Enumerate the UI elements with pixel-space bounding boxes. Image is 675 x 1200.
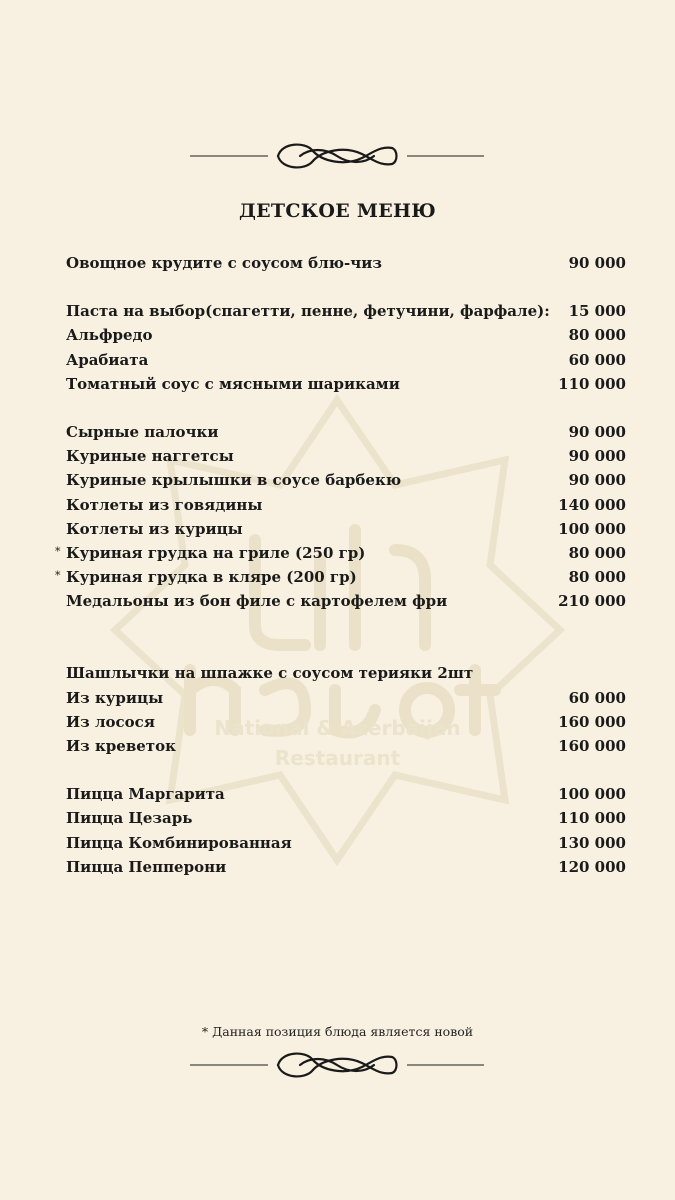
menu-item-name: Котлеты из курицы	[66, 519, 243, 538]
menu-item-price: 80 000	[568, 543, 626, 562]
menu-item	[66, 689, 626, 713]
menu-item-price: 160 000	[558, 712, 626, 731]
menu-group	[66, 785, 626, 882]
menu-item-name: Пицца Цезарь	[66, 809, 193, 828]
menu-list	[55, 254, 626, 906]
menu-item-name: Куриная грудка на гриле (250 гр)	[66, 543, 366, 562]
menu-item-name: Куриные наггетсы	[66, 447, 234, 466]
menu-group	[55, 422, 626, 617]
menu-item-price: 90 000	[568, 471, 626, 490]
menu-item	[66, 302, 626, 326]
menu-item-price: 100 000	[558, 519, 626, 538]
menu-item-price: 90 000	[568, 422, 626, 441]
new-item-asterisk: *	[55, 544, 61, 558]
menu-item	[66, 471, 626, 495]
menu-item-name: Куриная грудка в кляре (200 гр)	[66, 568, 357, 587]
menu-item-name: Куриные крылышки в соусе барбекю	[66, 471, 402, 490]
menu-item-price: 130 000	[558, 833, 626, 852]
menu-item	[55, 543, 626, 568]
menu-item	[66, 737, 626, 761]
menu-item-price: 110 000	[558, 809, 626, 828]
menu-item-name: Паста на выбор(спагетти, пенне, фетучини, фарфале):	[66, 302, 550, 321]
page-title: ДЕТСКОЕ МЕНЮ	[238, 200, 437, 222]
menu-item	[66, 785, 626, 809]
menu-item	[66, 447, 626, 471]
menu-item	[66, 520, 626, 544]
menu-item	[66, 809, 626, 833]
menu-group	[66, 254, 626, 278]
menu-item	[66, 326, 626, 350]
menu-item-name: Из курицы	[66, 688, 164, 707]
menu-item	[66, 592, 626, 616]
menu-item-price: 60 000	[568, 350, 626, 369]
new-item-asterisk: *	[55, 569, 61, 583]
menu-item-name: Овощное крудите с соусом блю-чиз	[66, 254, 382, 272]
menu-item-name: Шашлычки на шпажке с соусом терияки 2шт	[66, 664, 474, 683]
menu-item-name: Пицца Комбинированная	[66, 833, 292, 852]
menu-item-price: 160 000	[558, 737, 626, 755]
menu-item-name: Медальоны из бон филе с картофелем фри	[66, 592, 448, 611]
menu-item	[55, 568, 626, 592]
menu-item	[66, 423, 626, 447]
menu-item	[66, 834, 626, 858]
menu-item	[66, 254, 626, 278]
menu-item-name: Арабиата	[66, 350, 149, 369]
top-ornament-divider	[0, 136, 675, 176]
menu-item-price: 110 000	[558, 374, 626, 393]
menu-item	[66, 858, 626, 882]
menu-item-name: Из креветок	[66, 737, 176, 755]
menu-item-name: Пицца Пепперони	[66, 857, 227, 876]
menu-item	[66, 664, 626, 688]
menu-item-name: Котлеты из говядины	[66, 495, 263, 514]
menu-item-name: Пицца Маргарита	[66, 785, 225, 804]
menu-item-name: Томатный соус с мясными шариками	[66, 374, 400, 393]
menu-item-price: 90 000	[568, 447, 626, 466]
menu-item-price: 80 000	[568, 326, 626, 345]
menu-item-name: Из лосося	[66, 712, 155, 731]
menu-item-price: 90 000	[568, 254, 626, 272]
menu-group	[66, 664, 626, 761]
menu-item-name: Альфредо	[66, 326, 153, 345]
menu-item-name: Сырные палочки	[66, 422, 219, 441]
menu-item-price: 120 000	[558, 857, 626, 876]
menu-group	[66, 302, 626, 399]
menu-item-price: 140 000	[558, 495, 626, 514]
bottom-ornament-divider	[0, 1045, 675, 1085]
menu-item-price: 80 000	[568, 568, 626, 587]
watermark-line-1: National & Azerbaijan	[214, 716, 461, 740]
menu-item	[66, 496, 626, 520]
menu-item	[66, 713, 626, 737]
menu-item	[66, 375, 626, 399]
menu-item-price: 60 000	[568, 688, 626, 707]
footnote: * Данная позиция блюда является новой	[201, 1024, 474, 1039]
watermark-line-2: Restaurant	[274, 746, 401, 770]
menu-item	[66, 351, 626, 375]
menu-item-price: 15 000	[568, 302, 626, 321]
menu-item-price: 210 000	[558, 592, 626, 611]
menu-item-price: 100 000	[558, 785, 626, 804]
